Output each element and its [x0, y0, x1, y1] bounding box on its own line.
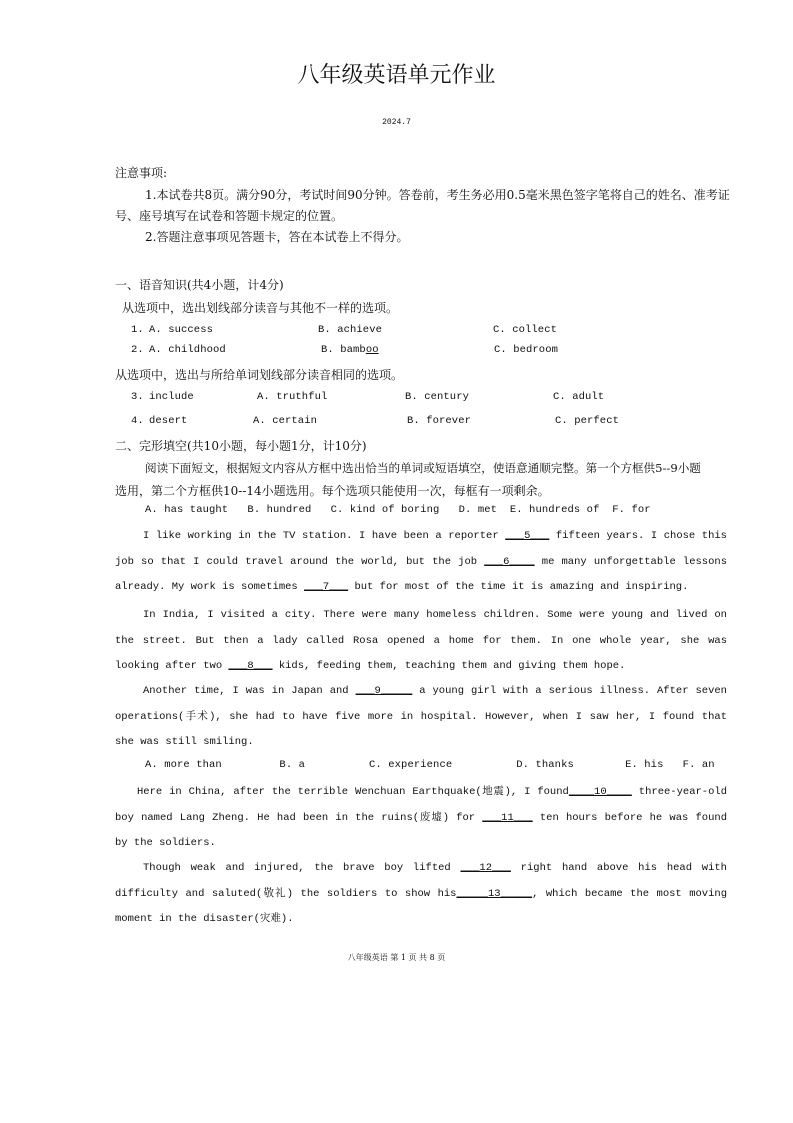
notice-item-1-line-2: 号、座号填写在试卷和答题卡规定的位置。 [115, 209, 344, 223]
notice-item-2: 2.答题注意事项见答题卡，答在本试卷上不得分。 [145, 230, 409, 244]
question-2-option-a: A. childhood [149, 344, 226, 356]
question-4-option-c: C. perfect [555, 415, 620, 427]
passage-paragraph-3 [115, 679, 727, 756]
passage-paragraph-1 [115, 524, 727, 601]
paragraph-1-text-2: fifteen years. I chose this job so that I could travel around the world, but the job [115, 530, 727, 568]
paragraph-5-text-3: , which became the most moving moment in the disaster(灾难). [115, 887, 727, 925]
section-2-instruction-line-1: 阅读下面短文，根据短文内容从方框中选出恰当的单词或短语填空，使语意通顺完整。第一个方框供5--9小题 [145, 461, 701, 475]
question-1-number: 1. [131, 324, 144, 336]
passage-paragraph-4 [115, 780, 727, 857]
paragraph-5-text-1: Though weak and injured, the brave boy lifted [143, 862, 461, 874]
question-3-option-a: A. truthful [257, 391, 328, 403]
paragraph-3-text-1: Another time, I was in Japan and [143, 685, 356, 697]
paragraph-1-text-4: but for most of the time it is amazing and inspiring. [348, 581, 689, 593]
question-1-option-b: B. achieve [318, 324, 383, 336]
notice-item-1-line-1: 1.本试卷共8页。满分90分，考试时间90分钟。答卷前，考生务必用0.5毫米黑色签字笔将自己的姓名、准考证 [145, 188, 730, 202]
paragraph-1-text-1: I like working in the TV station. I have been a reporter [143, 530, 506, 542]
blank-9[interactable]: ___9_____ [355, 685, 413, 697]
paragraph-5-text-2: right hand above his head with difficulty and saluted(敬礼) the soldiers to show his [115, 862, 727, 900]
section-1-instruction-1: 从选项中，选出划线部分读音与其他不一样的选项。 [122, 301, 399, 315]
question-2-option-b [321, 344, 379, 356]
question-4-number: 4. [131, 415, 144, 427]
section-1-instruction-2: 从选项中，选出与所给单词划线部分读音相同的选项。 [115, 368, 404, 382]
page-footer: 八年级英语 第 1 页 共 8 页 [347, 953, 446, 962]
exam-date: 2024.7 [382, 118, 411, 127]
blank-6[interactable]: ___6____ [484, 555, 535, 568]
section-1-heading: 一、语音知识(共4小题，计4分) [115, 278, 284, 292]
blank-12[interactable]: ___12___ [460, 862, 511, 874]
question-2-option-b-underlined: oo [365, 344, 379, 356]
blank-7[interactable]: ___7___ [304, 581, 349, 593]
word-box-2: A. more than B. a C. experience D. thanks E. his F. an [145, 759, 715, 771]
question-2-option-b-text: B. bamb [321, 344, 366, 356]
section-2-instruction-line-2: 选用，第二个方框供10--14小题选用。每个选项只能使用一次，每框有一项剩余。 [115, 484, 550, 498]
paragraph-1-text-3: me many unforgettable lessons already. My work is sometimes [115, 555, 727, 593]
paragraph-3-text-2: a young girl with a serious illness. After seven operations(手术), she had to have five more in hospital. However, when I saw her, I found that she was still smiling. [115, 685, 727, 748]
question-4-option-a: A. certain [253, 415, 318, 427]
blank-13[interactable]: _____13_____ [456, 887, 533, 900]
paragraph-2-text-1: In India, I visited a city. There were many homeless children. Some were young and lived on the street. But then a lady called Rosa opened a home for them. In one whole year, she was looking after two [115, 609, 727, 672]
question-2-number: 2. [131, 344, 144, 356]
passage-paragraph-5 [115, 856, 727, 933]
paragraph-4-text-1: Here in China, after the terrible Wenchuan Earthquake(地震), I found [137, 786, 569, 798]
question-4-word: desert [149, 415, 188, 427]
blank-5[interactable]: ___5___ [505, 530, 550, 542]
notice-heading: 注意事项: [115, 166, 168, 180]
page-title: 八年级英语单元作业 [297, 63, 496, 88]
question-3-word: include [149, 391, 194, 403]
paragraph-2-text-2: kids, feeding them, teaching them and giving them hope. [272, 660, 626, 672]
blank-10[interactable]: ____10____ [568, 786, 632, 798]
question-2-option-c: C. bedroom [494, 344, 559, 356]
question-4-option-b: B. forever [407, 415, 472, 427]
section-2-heading: 二、完形填空(共10小题，每小题1分，计10分) [115, 439, 367, 453]
blank-8[interactable]: ___8___ [228, 660, 273, 672]
question-3-option-b: B. century [405, 391, 470, 403]
paragraph-4-text-3: ten hours before he was found by the soldiers. [115, 811, 727, 849]
paragraph-4-text-2: three-year-old boy named Lang Zheng. He had been in the ruins(废墟) for [115, 786, 728, 824]
word-box-1: A. has taught B. hundred C. kind of boring D. met E. hundreds of F. for [145, 504, 651, 516]
question-1-option-c: C. collect [493, 324, 558, 336]
blank-11[interactable]: ___11___ [482, 811, 533, 824]
question-1-option-a: A. success [149, 324, 214, 336]
question-3-number: 3. [131, 391, 144, 403]
passage-paragraph-2 [115, 603, 727, 680]
question-3-option-c: C. adult [553, 391, 605, 403]
